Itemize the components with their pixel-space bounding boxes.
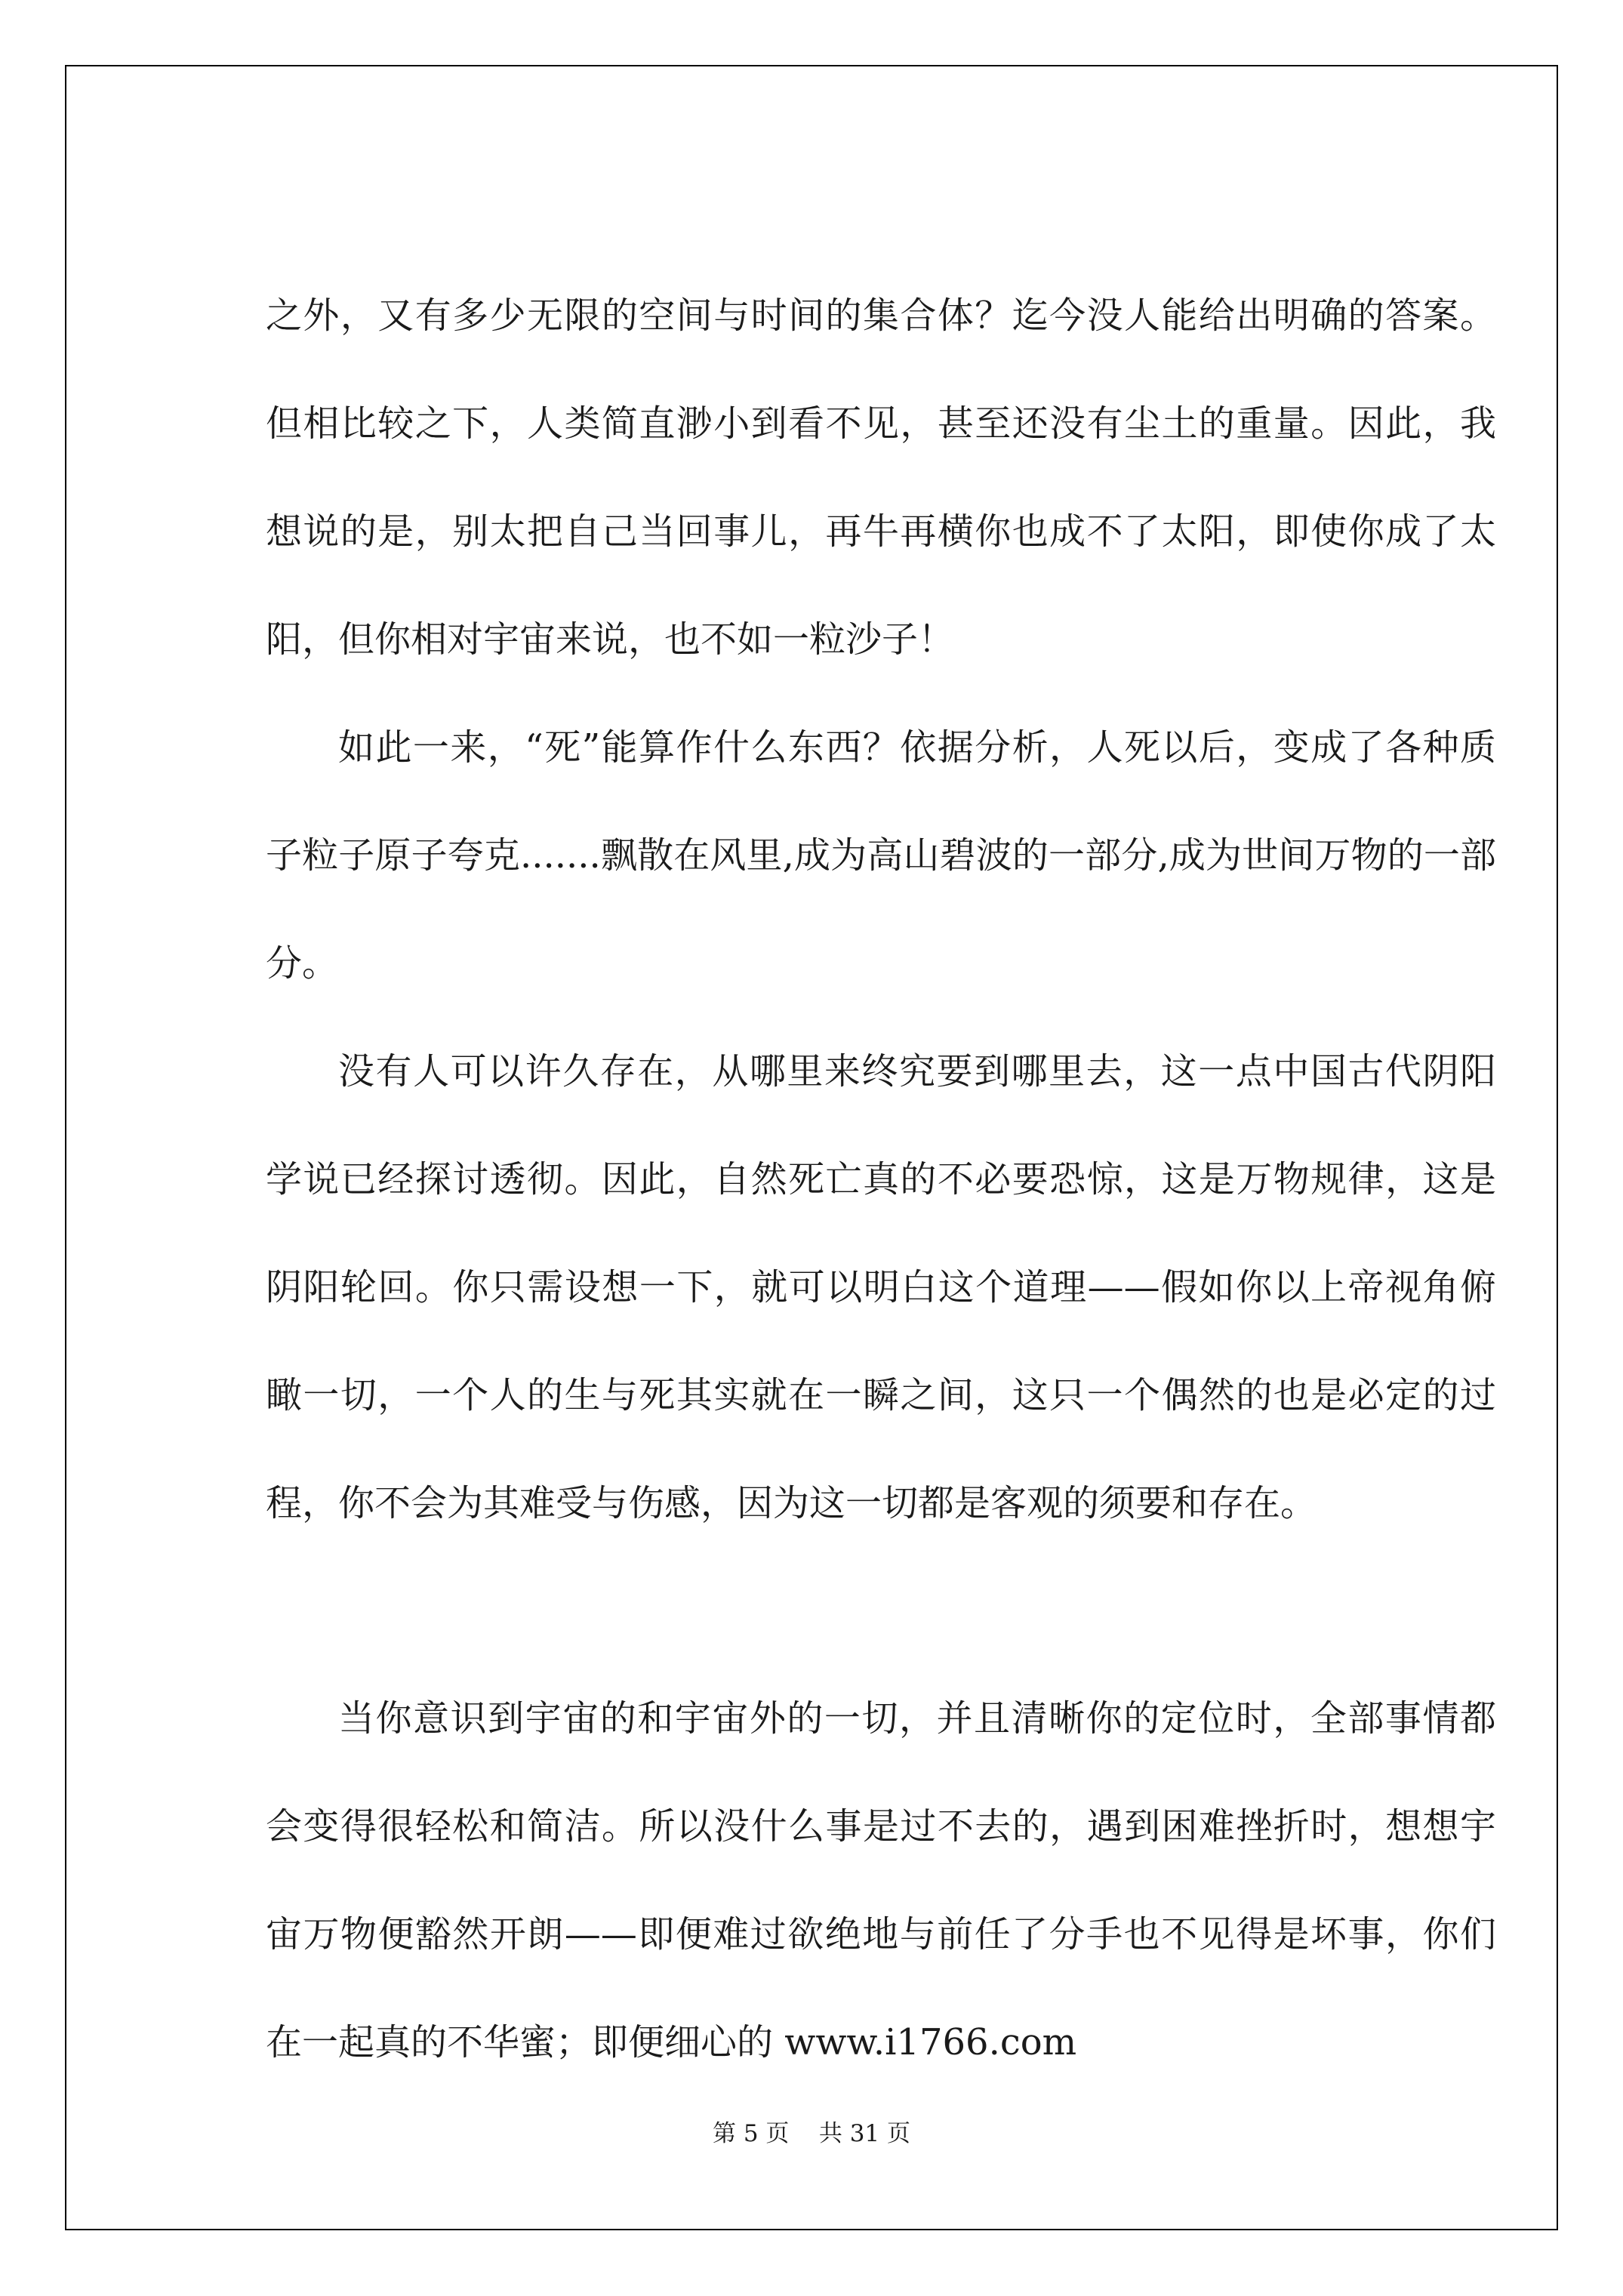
paragraph-continuation: 之外，又有多少无限的空间与时间的集合体？迄今没人能给出明确的答案。但相比较之下，人类简直渺小到看不见，甚至还没有尘土的重量。因此，我想说的是，别太把自己当回事儿，再牛再横你也成不了太阳，即使你成了太阳，但你相对宇宙来说，也不如一粒沙子！	[266, 294, 1496, 661]
page-number: 第 5 页	[712, 2120, 790, 2147]
paragraph-death: 如此一来，“死”能算作什么东西？依据分析，人死以后，变成了各种质子粒子原子夸克.......飘散在风里,成为高山碧波的一部分,成为世间万物的一部分。	[266, 726, 1496, 985]
paragraph-universe: 当你意识到宇宙的和宇宙外的一切，并且清晰你的定位时，全部事情都会变得很轻松和简洁。所以没什么事是过不去的，遇到困难挫折时，想想宇宙万物便豁然开朗——即便难过欲绝地与前任了分手也不见得是坏事，你们在一起真的不华蜜；即便细心的 www.i1766.com	[266, 1697, 1496, 2063]
paragraph-yin-yang: 没有人可以许久存在，从哪里来终究要到哪里去，这一点中国古代阴阳学说已经探讨透彻。因此，自然死亡真的不必要恐惊，这是万物规律，这是阴阳轮回。你只需设想一下，就可以明白这个道理——假如你以上帝视角俯瞰一切，一个人的生与死其实就在一瞬之间，这只一个偶然的也是必定的过程，你不会为其难受与伤感，因为这一切都是客观的须要和存在。	[266, 1050, 1496, 1524]
page-total: 共 31 页	[818, 2120, 910, 2147]
page-footer	[0, 2114, 1623, 2148]
page-frame	[65, 65, 1558, 2230]
